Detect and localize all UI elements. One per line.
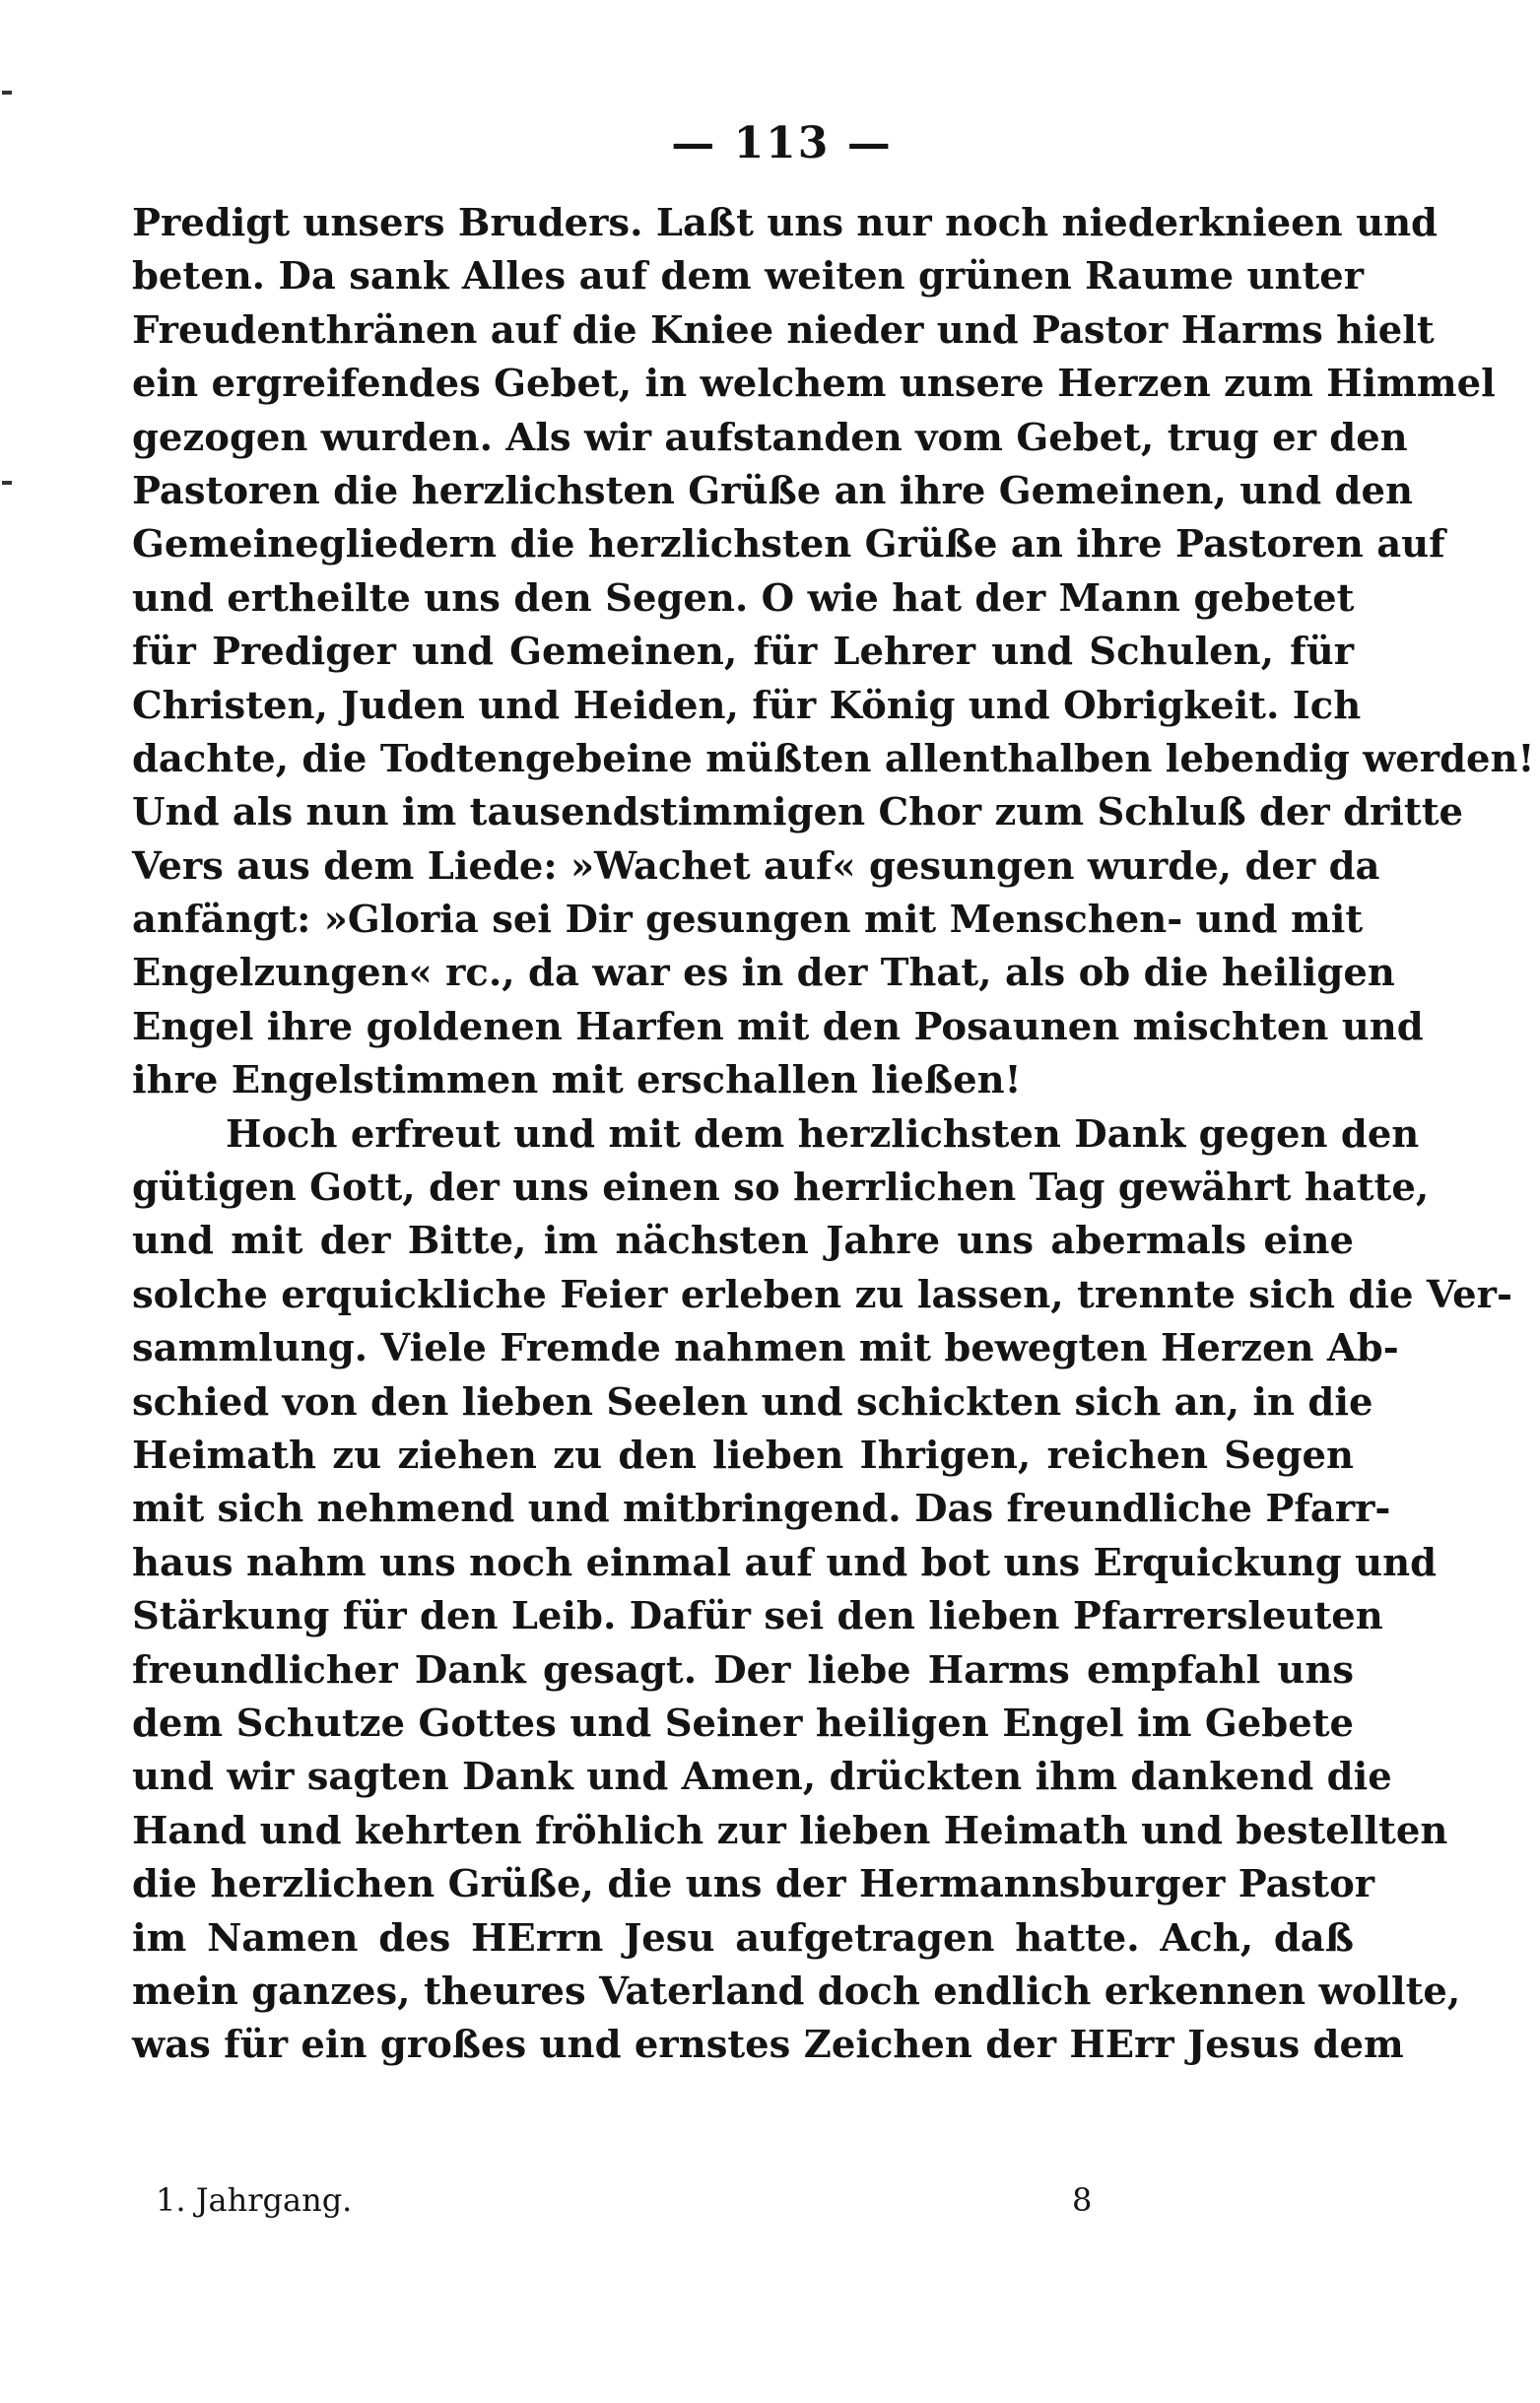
text-line: Engelzungen« rc., da war es in der That, als ob die heiligen [132,951,1395,996]
text-line: ihre Engelstimmen mit erschallen ließen! [132,1058,1022,1103]
margin-mark [2,91,12,95]
text-line: Predigt unsers Bruders. Laßt uns nur noch niederknieen und [132,201,1438,245]
page-footer [156,2175,1141,2225]
text-line: Stärkung für den Leib. Dafür sei den lieben Pfarrersleuten [132,1594,1383,1639]
text-line: dachte, die Todtengebeine müßten allenthalben lebendig werden! [132,736,1535,781]
text-line: dem Schutze Gottes und Seiner heiligen Engel im Gebete [132,1701,1354,1746]
text-line: Freudenthränen auf die Kniee nieder und Pastor Harms hielt [132,307,1435,353]
text-line: Hoch erfreut und mit dem herzlichsten Dank gegen den [226,1111,1420,1157]
text-line: Pastoren die herzlichsten Grüße an ihre Gemeinen, und den [132,468,1413,513]
text-line: Engel ihre goldenen Harfen mit den Posaunen mischten und [132,1004,1424,1049]
page-number-header: — 113 — [671,118,893,168]
body-text [132,197,1535,2073]
margin-mark [2,481,12,485]
text-line: und ertheilte uns den Segen. O wie hat der Mann gebetet [132,575,1355,621]
text-line: für Prediger und Gemeinen, für Lehrer und Schulen, für [132,630,1354,675]
text-line: beten. Da sank Alles auf dem weiten grünen Raume unter [132,254,1365,300]
text-line: mit sich nehmend und mitbringend. Das freundliche Pfarr- [132,1487,1391,1532]
text-line: im Namen des HErrn Jesu aufgetragen hatte. Ach, daß [132,1915,1354,1961]
text-line: und mit der Bitte, im nächsten Jahre uns abermals eine [132,1219,1354,1264]
text-line: gütigen Gott, der uns einen so herrlichen Tag gewährt hatte, [132,1166,1430,1211]
signature-mark: 1. Jahrgang. [156,2181,353,2219]
text-line: schied von den lieben Seelen und schickten sich an, in die [132,1379,1373,1425]
text-line: anfängt: »Gloria sei Dir gesungen mit Menschen- und mit [132,898,1364,943]
text-line: freundlicher Dank gesagt. Der liebe Harms empfahl uns [132,1647,1354,1693]
text-line: Christen, Juden und Heiden, für König und Obrigkeit. Ich [132,683,1362,728]
text-line: Und als nun im tausendstimmigen Chor zum Schluß der dritte [132,790,1463,835]
text-line: Heimath zu ziehen zu den lieben Ihrigen, reichen Segen [132,1433,1354,1478]
text-line: Vers aus dem Liede: »Wachet auf« gesungen wurde, der da [132,843,1380,889]
text-line: mein ganzes, theures Vaterland doch endlich erkennen wollte, [132,1969,1461,2014]
text-line: was für ein großes und ernstes Zeichen der HErr Jesus dem [132,2023,1404,2068]
text-line: die herzlichen Grüße, die uns der Hermannsburger Pastor [132,1862,1375,1907]
text-line: sammlung. Viele Fremde nahmen mit bewegten Herzen Ab- [132,1326,1399,1371]
text-line: solche erquickliche Feier erleben zu lassen, trennte sich die Ver- [132,1272,1512,1317]
text-line: Hand und kehrten fröhlich zur lieben Heimath und bestellten [132,1808,1448,1853]
text-line: ein ergreifendes Gebet, in welchem unsere Herzen zum Himmel [132,362,1496,407]
text-line: Gemeinegliedern die herzlichsten Grüße an ihre Pastoren auf [132,522,1445,567]
text-line: haus nahm uns noch einmal auf und bot uns Erquickung und [132,1540,1438,1585]
text-line: gezogen wurden. Als wir aufstanden vom Gebet, trug er den [132,415,1408,460]
sheet-number: 8 [1072,2181,1093,2219]
text-line: und wir sagten Dank und Amen, drückten ihm dankend die [132,1755,1392,1800]
